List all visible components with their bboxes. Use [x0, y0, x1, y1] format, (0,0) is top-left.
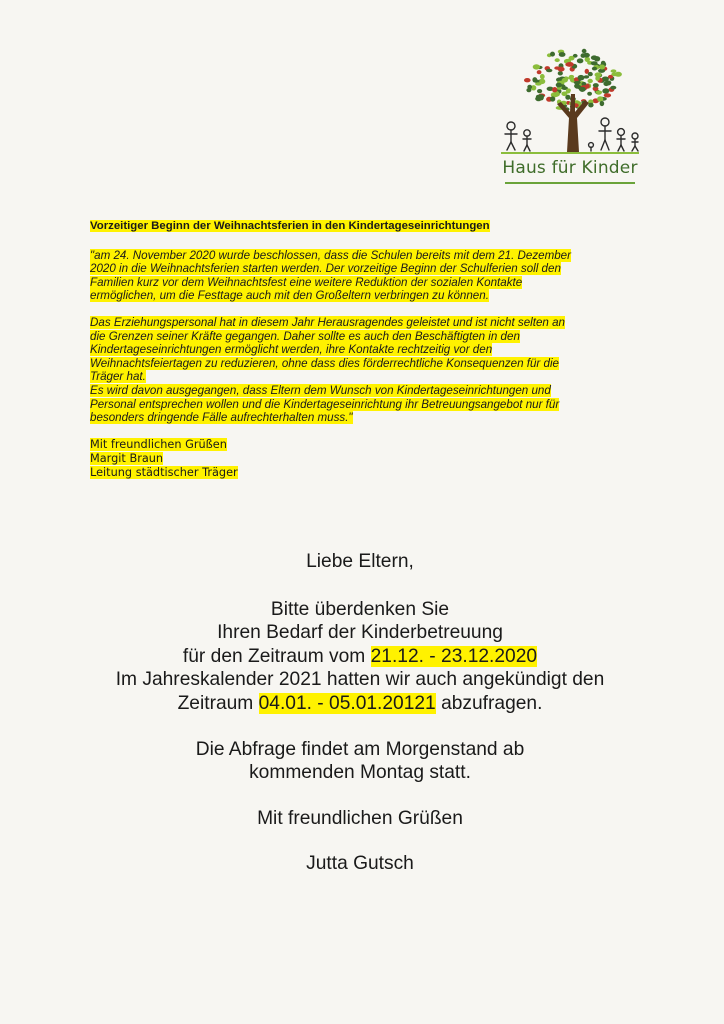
logo-text: Haus für Kinder	[502, 158, 638, 178]
leaf-mark	[599, 65, 605, 70]
leaf-mark	[603, 82, 609, 87]
leaf-mark	[550, 96, 555, 101]
notice-line-7: kommenden Montag statt.	[249, 762, 471, 784]
parent-notice	[60, 550, 660, 876]
leaf-mark	[565, 62, 573, 66]
leaf-mark	[556, 83, 562, 88]
leaf-mark	[539, 79, 545, 84]
forwarded-letter	[90, 220, 660, 480]
notice-closing: Mit freundlichen Grüßen	[257, 807, 463, 829]
leaf-mark	[540, 74, 545, 79]
logo-underline	[505, 182, 635, 184]
notice-line-3: für den Zeitraum vom 21.12. - 23.12.2020	[182, 645, 538, 667]
signature-role: Leitung städtischer Träger	[90, 465, 238, 479]
leaf-mark	[555, 58, 560, 62]
leaf-mark	[588, 72, 593, 76]
date-range-1: 21.12. - 23.12.2020	[370, 645, 538, 667]
signature-greeting: Mit freundlichen Grüßen	[90, 437, 227, 451]
leaf-mark	[602, 88, 609, 93]
leaf-mark	[593, 83, 599, 87]
leaf-mark	[578, 75, 585, 81]
notice-line-4: Im Jahreskalender 2021 hatten wir auch angekündigt den	[115, 669, 605, 691]
leaf-mark	[595, 91, 602, 94]
notice-line-5: Zeitraum 04.01. - 05.01.20121 abzufragen.	[177, 692, 543, 714]
leaf-mark	[568, 76, 572, 80]
leaf-mark	[608, 75, 613, 79]
leaf-mark	[587, 92, 592, 96]
leaf-mark	[550, 52, 555, 57]
leaf-mark	[577, 58, 584, 63]
leaf-mark	[558, 67, 565, 72]
tree-family-icon	[497, 46, 643, 156]
leaf-mark	[588, 79, 593, 83]
leaf-mark	[537, 70, 542, 74]
leaf-mark	[600, 101, 605, 106]
leaf-mark	[591, 55, 598, 60]
leaf-mark	[574, 81, 581, 84]
leaf-mark	[592, 67, 597, 71]
leaf-mark	[591, 61, 598, 65]
leaf-mark	[582, 49, 587, 53]
leaf-mark	[583, 53, 590, 58]
leaf-mark	[546, 69, 552, 72]
leaf-mark	[579, 87, 586, 92]
letter-heading: Vorzeitiger Beginn der Weihnachtsferien in den Kindertageseinrichtungen	[90, 220, 490, 232]
leaf-mark	[539, 95, 544, 100]
notice-line-6: Die Abfrage findet am Morgenstand ab	[195, 738, 525, 760]
haus-fuer-kinder-logo	[497, 46, 643, 188]
letter-signature	[90, 438, 660, 480]
leaf-mark	[533, 64, 540, 69]
leaf-mark	[537, 89, 542, 93]
letter-paragraph-2: Das Erziehungspersonal hat in diesem Jahr Herausragendes geleistet und ist nicht selten an die Grenzen seiner Kräfte gegangen. Daher sollte es auch den Beschäftigten in den Kindertageseinrichtungen ermöglicht werden, ihre Kontakte rechtzeitig vor den Weihnachtsfeiertagen zu reduzieren, ohne dass dies förderrechtliche Konsequenzen für die Träger hat. Es wird davon ausgegangen, dass Eltern dem Wunsch von Kindertageseinrichtungen und Personal entsprechen wollen und die Kindertageseinrichtung ihr Betreuungsangebot nur für besonders dringende Fälle aufrechterhalten muss."	[90, 315, 565, 425]
leaf-mark	[611, 69, 617, 72]
leaf-mark	[566, 89, 571, 93]
leaf-mark	[588, 103, 593, 108]
leaf-mark	[604, 93, 611, 97]
leaf-mark	[524, 78, 531, 82]
leaf-mark	[559, 52, 566, 57]
leaf-mark	[558, 71, 563, 75]
leaf-mark	[532, 77, 537, 82]
leaf-mark	[595, 76, 600, 81]
date-range-2: 04.01. - 05.01.20121	[258, 692, 436, 714]
notice-salutation: Liebe Eltern,	[306, 551, 414, 572]
notice-signer: Jutta Gutsch	[306, 853, 414, 875]
signature-name: Margit Braun	[90, 451, 164, 465]
leaf-mark	[527, 85, 532, 89]
leaf-mark	[562, 78, 568, 83]
notice-line-1: Bitte überdenken Sie	[270, 598, 450, 620]
letter-paragraph-1: "am 24. November 2020 wurde beschlossen, dass die Schulen bereits mit dem 21. Dezember 2020 in die Weihnachtsferien starten werden. Der vorzeitige Beginn der Schulferien soll den Familien kurz vor dem Weihnachtsfest eine weitere Reduktion der sozialen Kontakte ermöglichen, um die Festtage auch mit den Großeltern verbringen zu können.	[90, 248, 571, 303]
notice-line-2: Ihren Bedarf der Kinderbetreuung	[217, 622, 503, 644]
leaf-mark	[552, 87, 557, 92]
leaf-mark	[585, 57, 590, 62]
leaf-mark	[610, 86, 616, 90]
